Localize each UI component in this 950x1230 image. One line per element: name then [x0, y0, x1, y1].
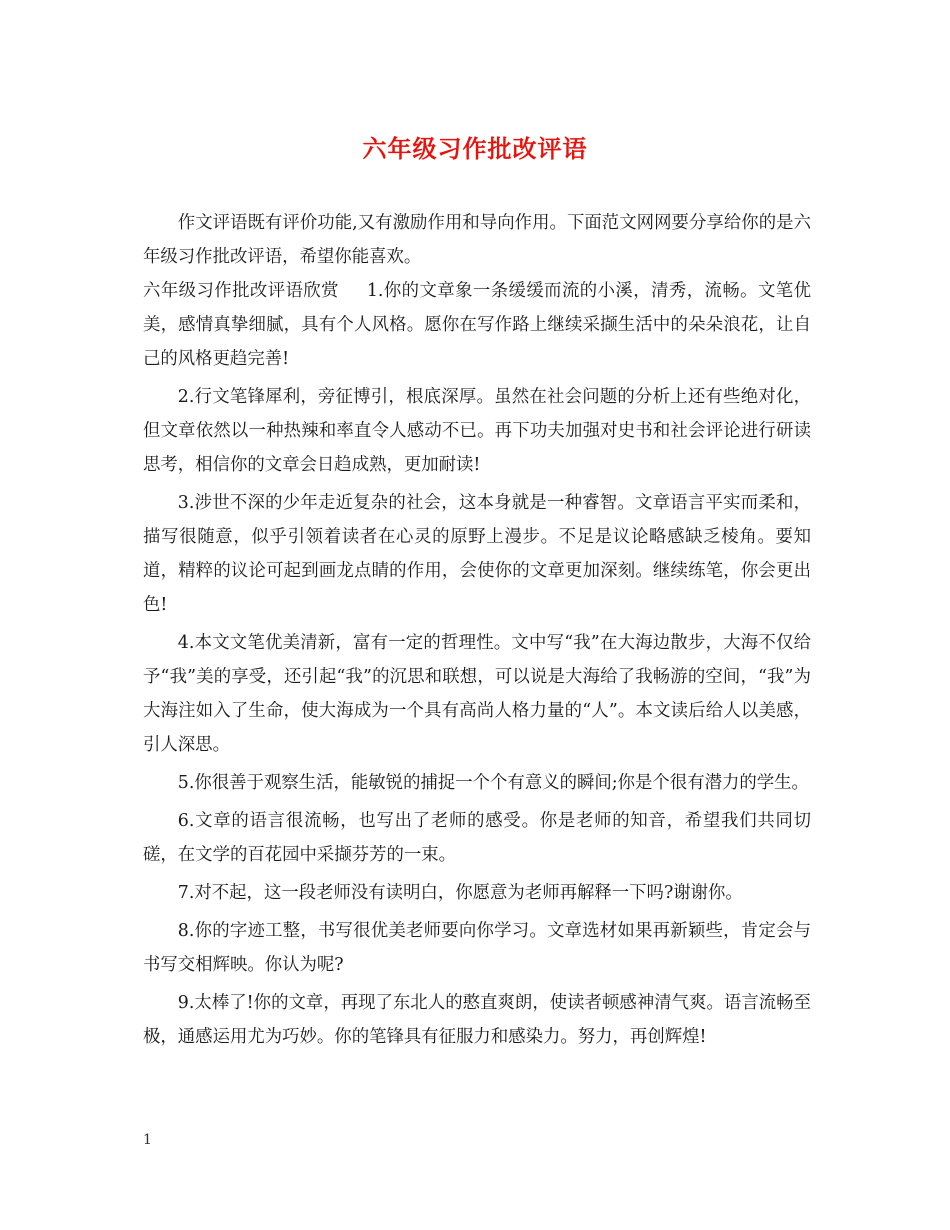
- paragraph-item-8: 8.你的字迹工整，书写很优美老师要向你学习。文章选材如果再新颖些，肯定会与书写交相辉映。你认为呢?: [143, 921, 811, 975]
- item-1-text: 1.你的文章象一条缓缓而流的小溪，清秀，流畅。文笔优美，感情真挚细腻，具有个人风格。愿你在写作路上继续采撷生活中的朵朵浪花，让自己的风格更趋完善!: [143, 281, 811, 369]
- page-number: 1: [143, 1132, 152, 1148]
- paragraph-item-3: 3.涉世不深的少年走近复杂的社会，这本身就是一种睿智。文章语言平实而柔和，描写很随意，似乎引领着读者在心灵的原野上漫步。不足是议论略感缺乏棱角。要知道，精粹的议论可起到画龙点睛的作用，会使你的文章更加深刻。继续练笔，你会更出色!: [143, 493, 811, 615]
- intro-paragraph: 作文评语既有评价功能,又有激励作用和导向作用。下面范文网网要分享给你的是六年级习作批改评语，希望你能喜欢。: [143, 213, 811, 267]
- page-title: 六年级习作批改评语: [362, 134, 588, 163]
- paragraph-item-9: 9.太棒了!你的文章，再现了东北人的憨直爽朗，使读者顿感神清气爽。语言流畅至极，通感运用尤为巧妙。你的笔锋具有征服力和感染力。努力，再创辉煌!: [143, 993, 811, 1047]
- paragraph-item-7: 7.对不起，这一段老师没有读明白，你愿意为老师再解释一下吗?谢谢你。: [177, 883, 743, 903]
- paragraph-item-5: 5.你很善于观察生活，能敏锐的捕捉一个个有意义的瞬间;你是个很有潜力的学生。: [177, 773, 809, 793]
- paragraph-item-2: 2.行文笔锋犀利，旁征博引，根底深厚。虽然在社会问题的分析上还有些绝对化，但文章依然以一种热辣和率直令人感动不已。再下功夫加强对史书和社会评论进行研读思考，相信你的文章会日趋成熟，更加耐读!: [143, 387, 811, 475]
- paragraph-item-6: 6.文章的语言很流畅，也写出了老师的感受。你是老师的知音，希望我们共同切磋，在文学的百花园中采撷芬芳的一束。: [143, 811, 811, 865]
- paragraph-item-1: [143, 274, 811, 376]
- section-label: 六年级习作批改评语欣赏: [143, 281, 339, 301]
- document-body: [143, 206, 811, 1054]
- paragraph-item-4: 4.本文文笔优美清新，富有一定的哲理性。文中写“我”在大海边散步，大海不仅给予“我”美的享受，还引起“我”的沉思和联想，可以说是大海给了我畅游的空间，“我”为大海注如入了生命，使大海成为一个具有高尚人格力量的“人”。本文读后给人以美感，引人深思。: [143, 633, 811, 755]
